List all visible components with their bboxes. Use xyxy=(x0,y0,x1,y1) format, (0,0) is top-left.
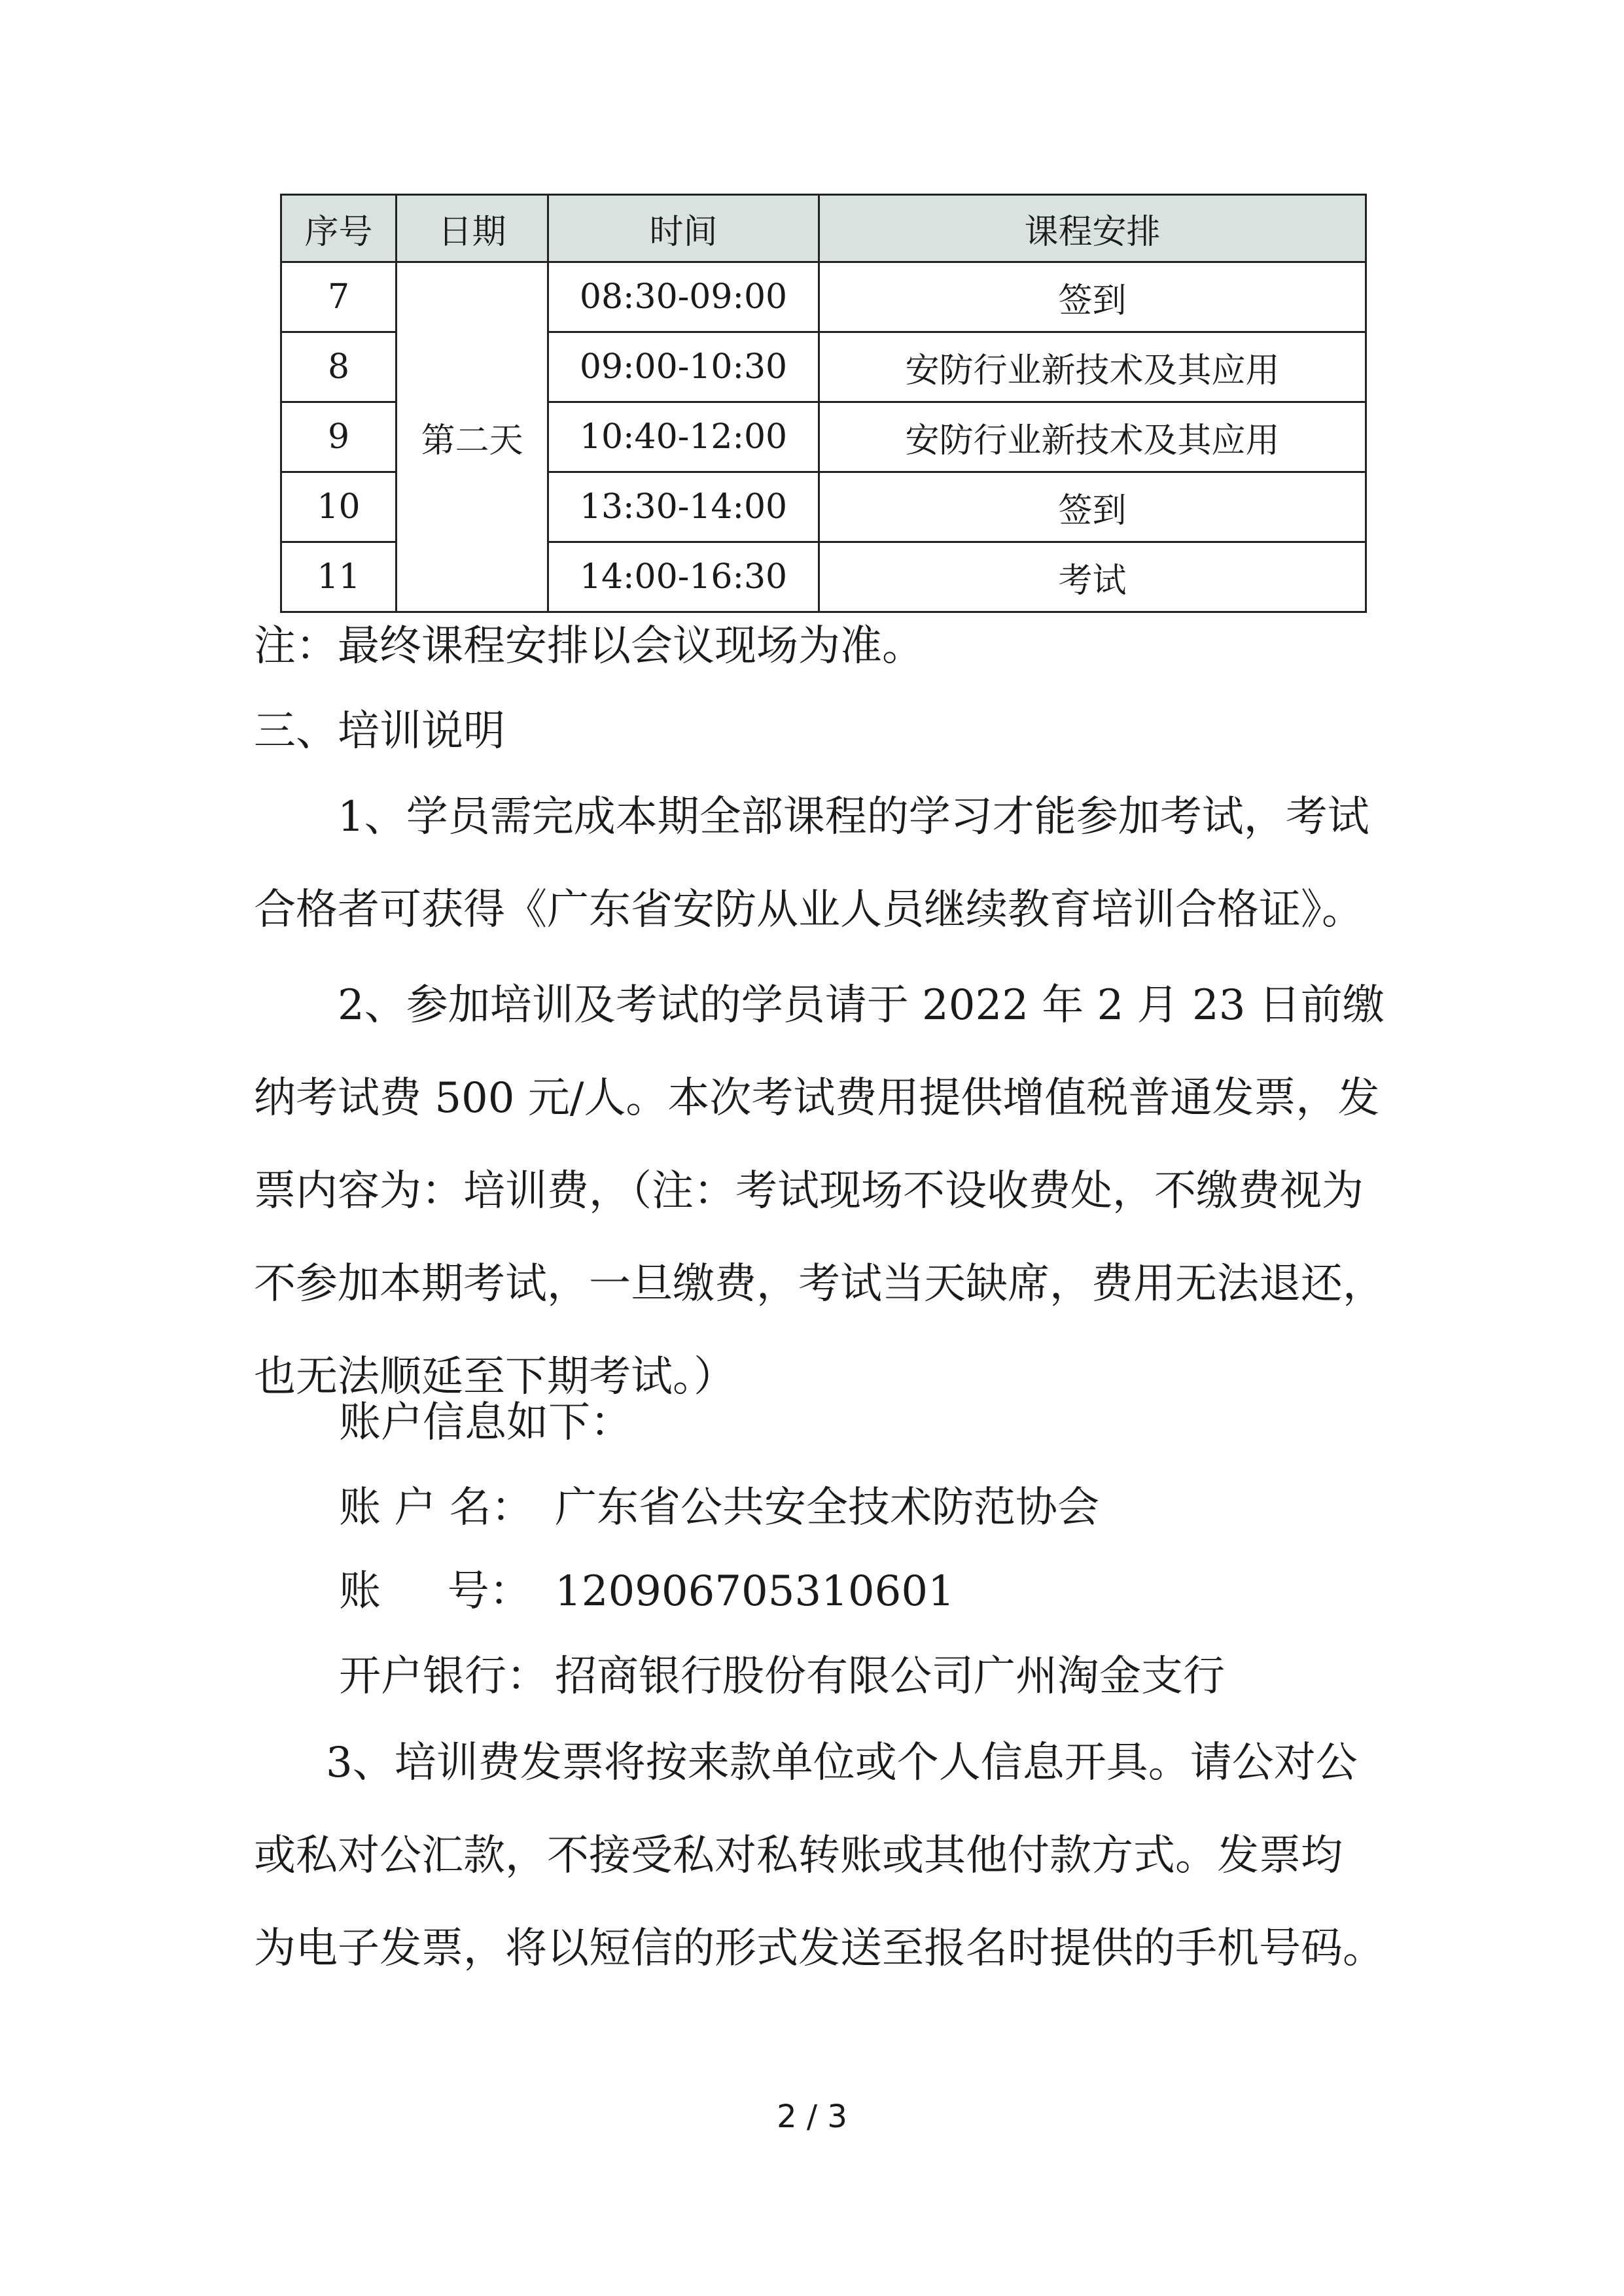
header-course: 课程安排 xyxy=(819,195,1366,262)
bank-value: 招商银行股份有限公司广州淘金支行 xyxy=(555,1652,1225,1701)
row-time: 14:00-16:30 xyxy=(548,542,819,612)
account-number-row xyxy=(339,1549,955,1634)
account-number-value: 120906705310601 xyxy=(555,1567,955,1616)
paragraph-line: 或私对公汇款，不接受私对私转账或其他付款方式。发票均 xyxy=(254,1832,1343,1880)
header-number: 序号 xyxy=(281,195,397,262)
course-schedule-table xyxy=(280,194,1367,613)
account-intro: 账户信息如下： xyxy=(339,1399,632,1447)
paragraph-line: 1、学员需完成本期全部课程的学习才能参加考试，考试 xyxy=(338,793,1369,841)
table-row xyxy=(281,262,1366,332)
row-date: 第二天 xyxy=(397,262,548,612)
section-heading: 三、培训说明 xyxy=(254,707,505,756)
row-course: 考试 xyxy=(819,542,1366,612)
account-name-row xyxy=(339,1465,1099,1550)
paragraph-line: 为电子发票，将以短信的形式发送至报名时提供的手机号码。 xyxy=(254,1924,1385,1973)
paragraph-line: 合格者可获得《广东省安防从业人员继续教育培训合格证》。 xyxy=(254,886,1364,934)
account-number-label: 账 号： xyxy=(339,1567,531,1616)
paragraph-3 xyxy=(254,1716,1385,1995)
paragraph-1 xyxy=(254,771,1379,956)
header-time: 时间 xyxy=(548,195,819,262)
page-number: 2 / 3 xyxy=(777,2098,847,2135)
row-number: 10 xyxy=(281,472,397,542)
row-time: 08:30-09:00 xyxy=(548,262,819,332)
account-name-value: 广东省公共安全技术防范协会 xyxy=(555,1484,1099,1532)
account-name-label: 账 户 名： xyxy=(339,1484,533,1532)
header-date: 日期 xyxy=(397,195,548,262)
row-time: 09:00-10:30 xyxy=(548,332,819,402)
paragraph-line: 纳考试费 500 元/人。本次考试费用提供增值税普通发票，发 xyxy=(254,1074,1380,1122)
paragraph-line: 2、参加培训及考试的学员请于 2022 年 2 月 23 日前缴 xyxy=(338,981,1385,1030)
schedule-note: 注：最终课程安排以会议现场为准。 xyxy=(254,622,924,670)
bank-row xyxy=(339,1634,1225,1719)
row-course: 签到 xyxy=(819,262,1366,332)
row-number: 9 xyxy=(281,402,397,472)
row-time: 10:40-12:00 xyxy=(548,402,819,472)
paragraph-line: 票内容为：培训费，（注：考试现场不设收费处，不缴费视为 xyxy=(254,1167,1364,1215)
row-course: 安防行业新技术及其应用 xyxy=(819,402,1366,472)
row-number: 11 xyxy=(281,542,397,612)
row-course: 签到 xyxy=(819,472,1366,542)
paragraph-line: 也无法顺延至下期考试。） xyxy=(254,1353,735,1401)
row-time: 13:30-14:00 xyxy=(548,472,819,542)
paragraph-2 xyxy=(254,959,1385,1423)
paragraph-line: 3、培训费发票将按来款单位或个人信息开具。请公对公 xyxy=(326,1739,1358,1787)
bank-label: 开户银行： xyxy=(339,1652,548,1701)
table-header-row xyxy=(281,195,1366,262)
row-course: 安防行业新技术及其应用 xyxy=(819,332,1366,402)
paragraph-line: 不参加本期考试，一旦缴费，考试当天缺席，费用无法退还， xyxy=(254,1260,1385,1308)
row-number: 8 xyxy=(281,332,397,402)
row-number: 7 xyxy=(281,262,397,332)
